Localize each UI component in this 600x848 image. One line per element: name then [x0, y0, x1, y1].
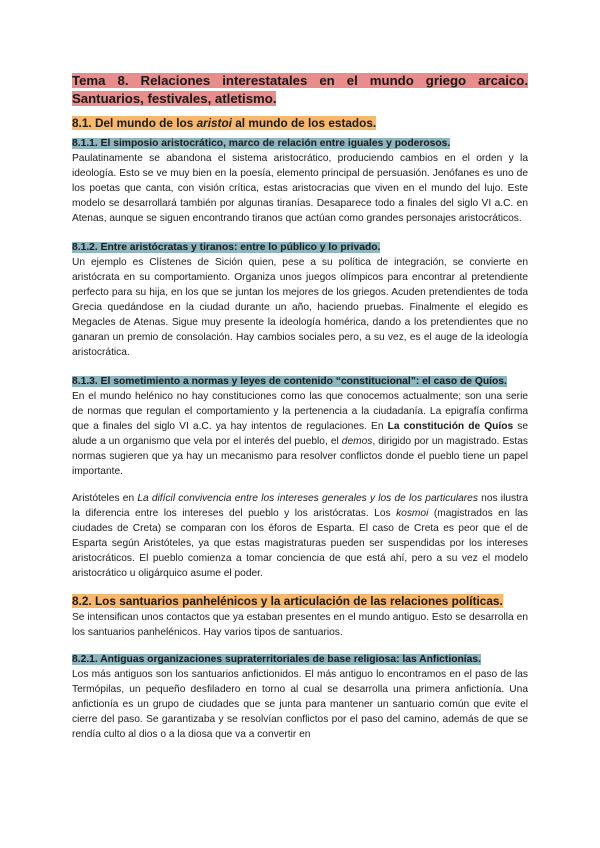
subsection-8-1-3-paragraph-2	[72, 491, 528, 581]
paragraph-text-part: Aristóteles en	[72, 493, 138, 504]
paragraph-text-part: nos ilustra la diferencia entre los intereses del pueblo y los aristócratas. Los	[72, 493, 528, 519]
subsection-8-1-1-heading	[72, 136, 528, 151]
section-8-2-heading	[72, 593, 528, 609]
subsection-8-1-2-highlight: 8.1.2. Entre aristócratas y tiranos: entre lo público y lo privado.	[72, 242, 381, 253]
heading-text-part: al mundo de los estados.	[231, 116, 377, 130]
title-highlight: Tema 8. Relaciones interestatales en el mundo griego arcaico. Santuarios, festivales, atletismo.	[72, 73, 528, 106]
paragraph-text-part: se alude a un organismo que vela por el interés del pueblo, el	[72, 421, 528, 447]
constitution-title-bold: La constitución de Quíos	[387, 421, 514, 432]
subsection-8-1-3-paragraph-1	[72, 389, 528, 479]
section-8-2-paragraph: Se intensifican unos contactos que ya estaban presentes en el mundo antiguo. Esto se desarrolla en los santuarios panhelénicos. Hay varios tipos de santuarios.	[72, 612, 528, 638]
section-8-2-highlight: 8.2. Los santuarios panhelénicos y la articulación de las relaciones políticas.	[72, 594, 503, 608]
heading-text-part: 8.1. Del mundo de los	[72, 116, 197, 130]
paragraph-text-part: (magistrados en las ciudades de Creta) se comparan con los éforos de Esparta. El caso de Creta es peor que el de Esparta según Aristóteles, ya que estas magistraturas pueden ser suspendidas por los intereses aristocráticos. El pueblo comienza a tomar conciencia de que está ahí, pero a su vez el modelo aristocrático u oligárquico asume el poder.	[72, 508, 529, 579]
document-title	[72, 72, 528, 107]
subsection-8-1-2-heading	[72, 240, 528, 255]
subsection-8-1-2-paragraph: Un ejemplo es Clístenes de Sición quien, pese a su política de integración, se convierte en aristócrata en su comportamiento. Organiza unos juegos olímpicos para encontrar al pretendiente perfecto para su hija, en los que se juntan los mejores de los griegos. Acuden pretendientes de toda Grecia quedándose en la ciudad durante un año, haciendo pruebas. Finalmente el elegido es Megacles de Atenas. Sigue muy presente la ideología homérica, dando a los pretendientes que no ganaran un premio de consolación. Hay cambios sociales pero, a su vez, es el auge de la ideología aristocrática.	[72, 257, 528, 358]
kosmoi-italic-term: kosmoi	[396, 508, 429, 519]
paragraph-text-part: En el mundo helénico no hay constituciones como las que conocemos actualmente; son una serie de normas que regulan el comportamiento y la pertenencia a la ciudadanía. La epigrafía confirma que a finales del siglo VI a.C. ya hay intentos de regulaciones. En	[72, 391, 528, 432]
document-page	[72, 72, 528, 742]
section-8-1-highlight	[72, 116, 376, 130]
demos-italic-term: demos	[341, 436, 373, 447]
subsection-8-1-1-paragraph: Paulatinamente se abandona el sistema aristocrático, produciendo cambios en el orden y la ideología. Esto se ve muy bien en la poesía, elemento principal de persuasión. Jenófanes es uno de los poetas que canta, con visión crítica, estas aristocracias que viven en el mundo del lujo. Este modelo se desarrollará también por algunas tiranías. Desaparece todo a finales del siglo VI a.C. en Atenas, aunque se siguen encontrando tiranos que actúan como grandes personajes aristocráticos.	[72, 153, 528, 224]
subsection-8-1-3-heading	[72, 374, 528, 389]
heading-italic-term: aristoi	[196, 116, 232, 130]
subsection-8-2-1-paragraph: Los más antiguos son los santuarios anfictionidos. El más antiguo lo encontramos en el paso de las Termópilas, un pequeño desfiladero en torno al cual se desarrolla una primera anfictionía. Una anfictionía es un grupo de ciudades que se junta para mantener un santuario común que evite el cierre del paso. Se garantizaba y se resolvían conflictos por el paso del camino, además de que se rendía culto al dios o a la diosa que va a convertir en	[72, 669, 528, 740]
section-8-1-heading	[72, 115, 528, 131]
subsection-8-1-1-highlight: 8.1.1. El simposio aristocrático, marco de relación entre iguales y poderosos.	[72, 138, 451, 149]
subsection-8-2-1-heading	[72, 652, 528, 667]
work-title-italic: La difícil convivencia entre los intereses generales y los de los particulares	[137, 493, 478, 504]
paragraph-text-part: , dirigido por un magistrado. Estas normas sugieren que ya hay un mecanismo para resolver conflictos donde el pueblo tiene un papel importante.	[72, 436, 528, 477]
subsection-8-1-3-highlight: 8.1.3. El sometimiento a normas y leyes de contenido “constitucional”: el caso de Quíos.	[72, 376, 507, 387]
subsection-8-2-1-highlight: 8.2.1. Antiguas organizaciones supraterritoriales de base religiosa: las Anfictionías.	[72, 654, 481, 665]
